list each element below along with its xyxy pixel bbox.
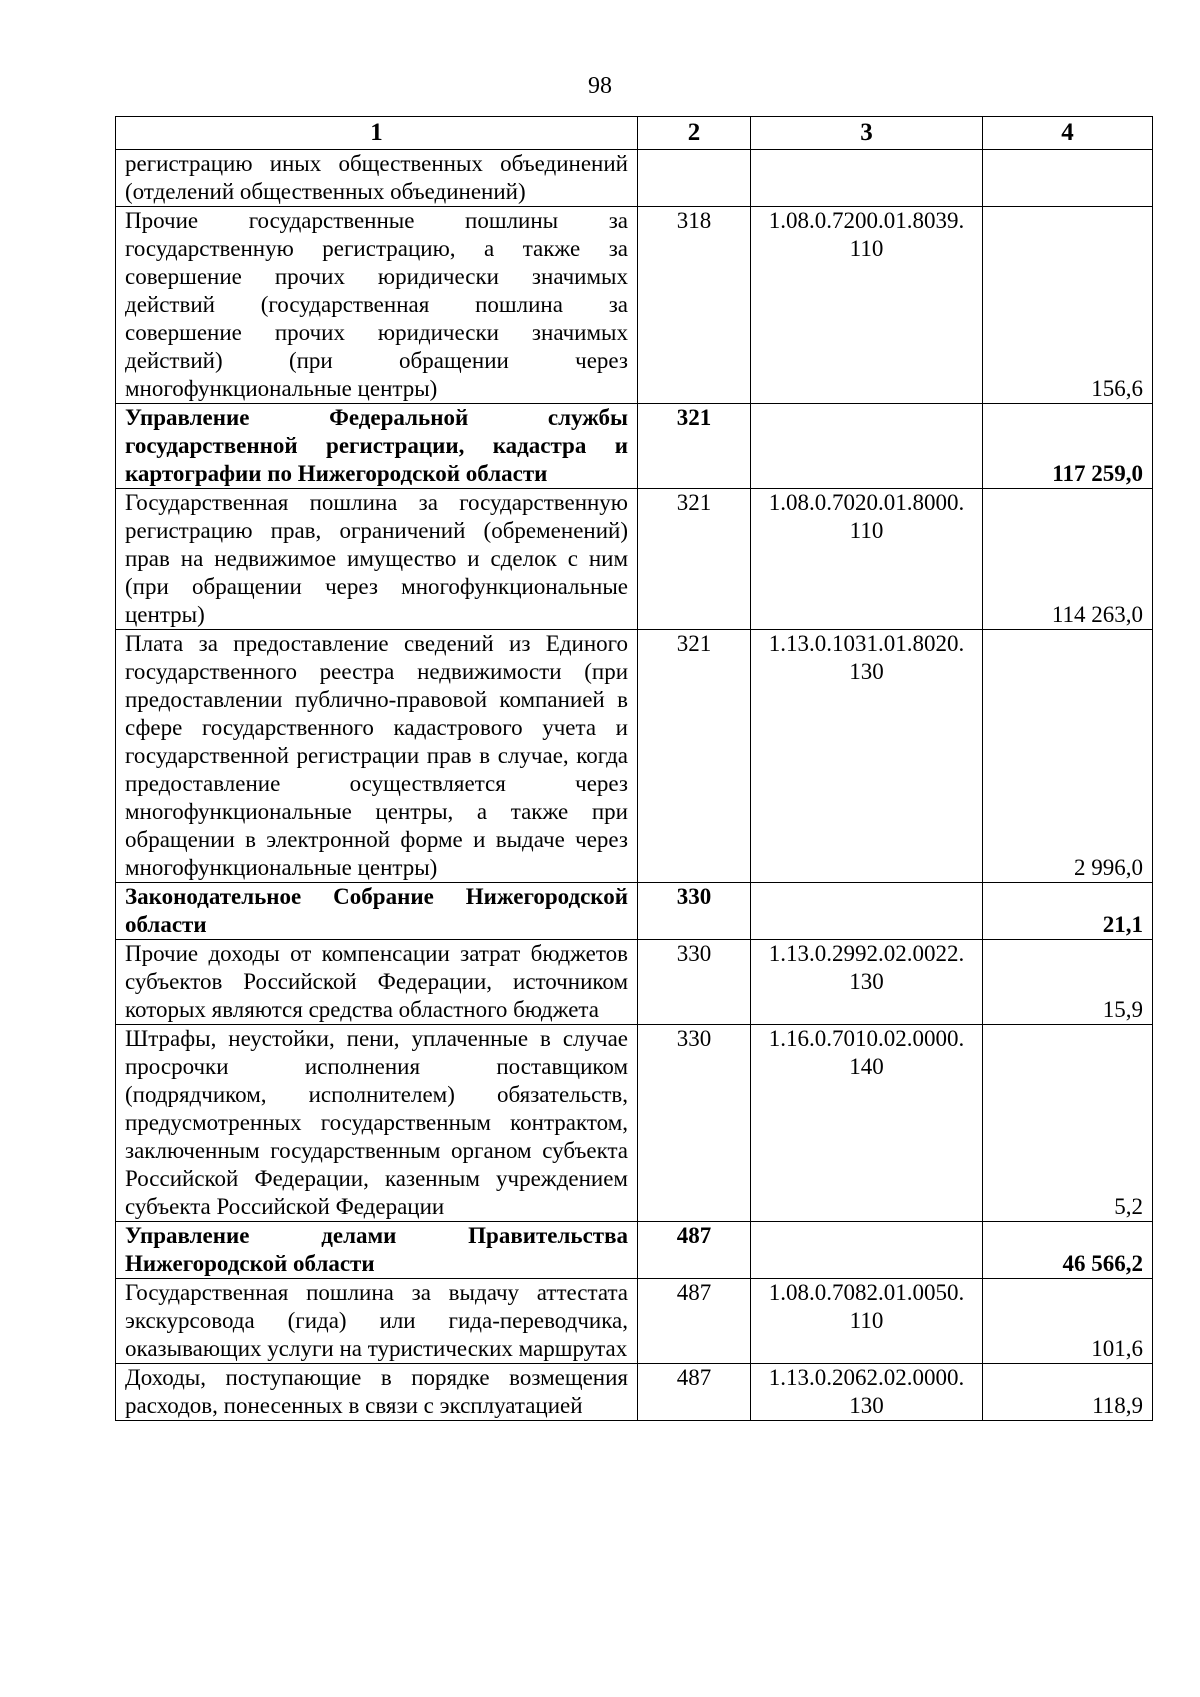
cell-amount: 117 259,0 xyxy=(983,404,1153,489)
cell-description: Прочие государственные пошлины за государственную регистрацию, а также за совершение прочих юридически значимых действий (государственная пошлина за совершение прочих юридически значимых действий) (при обращении через многофункциональные центры) xyxy=(116,207,638,404)
cell-amount xyxy=(983,150,1153,207)
cell-budget-code: 1.08.0.7020.01.8000. 110 xyxy=(751,489,983,630)
cell-description: Государственная пошлина за выдачу аттестата экскурсовода (гида) или гида-переводчика, оказывающих услуги на туристических маршрутах xyxy=(116,1279,638,1364)
cell-amount: 101,6 xyxy=(983,1279,1153,1364)
cell-admin-code: 487 xyxy=(638,1222,751,1279)
cell-amount: 15,9 xyxy=(983,940,1153,1025)
table-row xyxy=(116,207,1153,404)
cell-admin-code: 330 xyxy=(638,1025,751,1222)
cell-budget-code: 1.16.0.7010.02.0000. 140 xyxy=(751,1025,983,1222)
revenue-table xyxy=(115,116,1153,1421)
table-row xyxy=(116,150,1153,207)
cell-amount: 21,1 xyxy=(983,883,1153,940)
cell-description: регистрацию иных общественных объединений (отделений общественных объединений) xyxy=(116,150,638,207)
page-number: 98 xyxy=(588,73,612,99)
table-row xyxy=(116,1279,1153,1364)
cell-admin-code: 321 xyxy=(638,630,751,883)
cell-amount: 5,2 xyxy=(983,1025,1153,1222)
cell-budget-code xyxy=(751,883,983,940)
cell-description: Плата за предоставление сведений из Единого государственного реестра недвижимости (при предоставлении публично-правовой компанией в сфере государственного кадастрового учета и государственной регистрации прав в случае, когда предоставление осуществляется через многофункциональные центры, а также при обращении в электронной форме и выдаче через многофункциональные центры) xyxy=(116,630,638,883)
cell-budget-code: 1.08.0.7082.01.0050. 110 xyxy=(751,1279,983,1364)
cell-description: Доходы, поступающие в порядке возмещения расходов, понесенных в связи с эксплуатацией xyxy=(116,1364,638,1421)
cell-budget-code: 1.08.0.7200.01.8039. 110 xyxy=(751,207,983,404)
cell-admin-code: 487 xyxy=(638,1279,751,1364)
cell-amount: 114 263,0 xyxy=(983,489,1153,630)
cell-admin-code xyxy=(638,150,751,207)
cell-amount: 118,9 xyxy=(983,1364,1153,1421)
cell-admin-code: 321 xyxy=(638,404,751,489)
cell-amount: 2 996,0 xyxy=(983,630,1153,883)
cell-budget-code: 1.13.0.2992.02.0022. 130 xyxy=(751,940,983,1025)
cell-description: Штрафы, неустойки, пени, уплаченные в случае просрочки исполнения поставщиком (подрядчиком, исполнителем) обязательств, предусмотренных государственным контрактом, заключенным государственным органом субъекта Российской Федерации, казенным учреждением субъекта Российской Федерации xyxy=(116,1025,638,1222)
table-header-row xyxy=(116,117,1153,150)
cell-budget-code: 1.13.0.1031.01.8020. 130 xyxy=(751,630,983,883)
cell-admin-code: 318 xyxy=(638,207,751,404)
cell-amount: 156,6 xyxy=(983,207,1153,404)
table-row xyxy=(116,630,1153,883)
cell-admin-code: 330 xyxy=(638,940,751,1025)
cell-description: Прочие доходы от компенсации затрат бюджетов субъектов Российской Федерации, источником которых являются средства областного бюджета xyxy=(116,940,638,1025)
cell-description: Управление Федеральной службы государственной регистрации, кадастра и картографии по Нижегородской области xyxy=(116,404,638,489)
cell-description: Законодательное Собрание Нижегородской области xyxy=(116,883,638,940)
column-header-1: 1 xyxy=(116,117,638,150)
column-header-3: 3 xyxy=(751,117,983,150)
cell-admin-code: 321 xyxy=(638,489,751,630)
column-header-4: 4 xyxy=(983,117,1153,150)
table-row xyxy=(116,1364,1153,1421)
cell-budget-code: 1.13.0.2062.02.0000. 130 xyxy=(751,1364,983,1421)
table-body xyxy=(116,150,1153,1421)
table-row xyxy=(116,940,1153,1025)
cell-description: Управление делами Правительства Нижегородской области xyxy=(116,1222,638,1279)
table-row-organization xyxy=(116,404,1153,489)
cell-admin-code: 330 xyxy=(638,883,751,940)
cell-description: Государственная пошлина за государственную регистрацию прав, ограничений (обременений) прав на недвижимое имущество и сделок с ним (при обращении через многофункциональные центры) xyxy=(116,489,638,630)
cell-budget-code xyxy=(751,1222,983,1279)
cell-admin-code: 487 xyxy=(638,1364,751,1421)
table-row-organization xyxy=(116,1222,1153,1279)
cell-budget-code xyxy=(751,150,983,207)
table-row xyxy=(116,489,1153,630)
cell-amount: 46 566,2 xyxy=(983,1222,1153,1279)
column-header-2: 2 xyxy=(638,117,751,150)
cell-budget-code xyxy=(751,404,983,489)
table-row xyxy=(116,1025,1153,1222)
table-row-organization xyxy=(116,883,1153,940)
